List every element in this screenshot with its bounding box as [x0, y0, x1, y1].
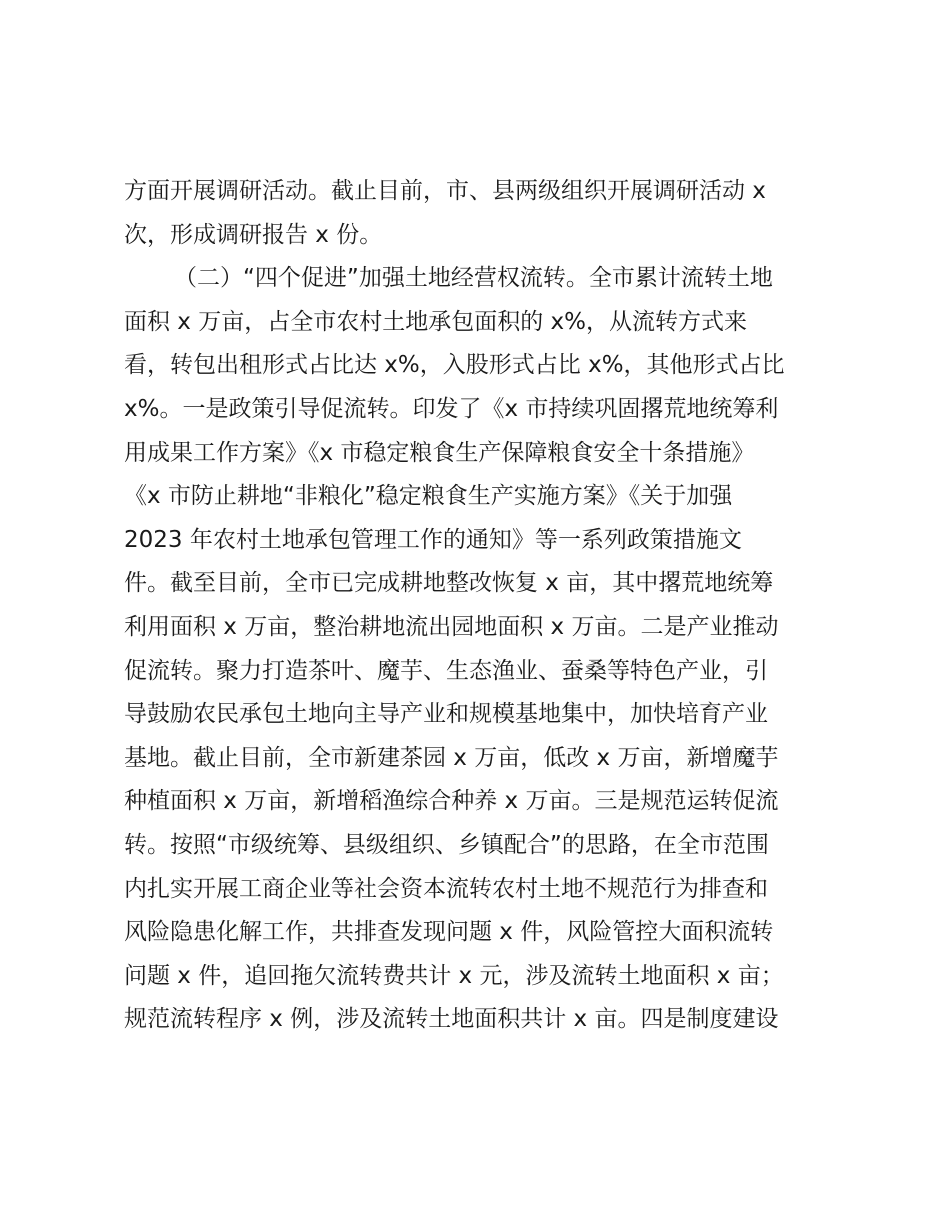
- text-line: 次，形成调研报告 x 份。: [124, 221, 383, 248]
- section-heading-line: （二）“四个促进”加强土地经营权流转。全市累计流转土地: [174, 265, 773, 292]
- text-line: x%。一是政策引导促流转。印发了《x 市持续巩固撂荒地统筹利: [124, 395, 779, 422]
- text-line: 2023 年农村土地承包管理工作的通知》等一系列政策措施文: [124, 526, 742, 553]
- text-line: 内扎实开展工商企业等社会资本流转农村土地不规范行为排查和: [124, 875, 768, 902]
- text-line: 面积 x 万亩，占全市农村土地承包面积的 x%，从流转方式来: [124, 308, 748, 335]
- text-line: 种植面积 x 万亩，新增稻渔综合种养 x 万亩。三是规范运转促流: [124, 788, 779, 815]
- text-line: 规范流转程序 x 例，涉及流转土地面积共计 x 亩。四是制度建设: [124, 1006, 779, 1033]
- text-line: 基地。截止目前，全市新建茶园 x 万亩，低改 x 万亩，新增魔芋: [124, 744, 779, 771]
- text-line: 导鼓励农民承包土地向主导产业和规模基地集中，加快培育产业: [124, 701, 768, 728]
- text-line: 风险隐患化解工作，共排查发现问题 x 件，风险管控大面积流转: [124, 919, 774, 946]
- text-line: 转。按照“市级统筹、县级组织、乡镇配合”的思路，在全市范围: [124, 831, 769, 858]
- text-line: 看，转包出租形式占比达 x%，入股形式占比 x%，其他形式占比: [124, 352, 785, 379]
- body-text: [124, 170, 844, 1042]
- text-line: 《x 市防止耕地“非粮化”稳定粮食生产实施方案》《关于加强: [124, 483, 733, 510]
- text-line: 利用面积 x 万亩，整治耕地流出园地面积 x 万亩。二是产业推动: [124, 613, 779, 640]
- text-line: 促流转。聚力打造茶叶、魔芋、生态渔业、蚕桑等特色产业，引: [124, 657, 768, 684]
- text-line: 件。截至目前，全市已完成耕地整改恢复 x 亩，其中撂荒地统筹: [124, 570, 774, 597]
- text-line: 方面开展调研活动。截止目前，市、县两级组织开展调研活动 x: [124, 178, 766, 204]
- text-line: 问题 x 件，追回拖欠流转费共计 x 元，涉及流转土地面积 x 亩；: [124, 962, 784, 989]
- text-line: 用成果工作方案》《x 市稳定粮食生产保障粮食安全十条措施》: [124, 439, 755, 466]
